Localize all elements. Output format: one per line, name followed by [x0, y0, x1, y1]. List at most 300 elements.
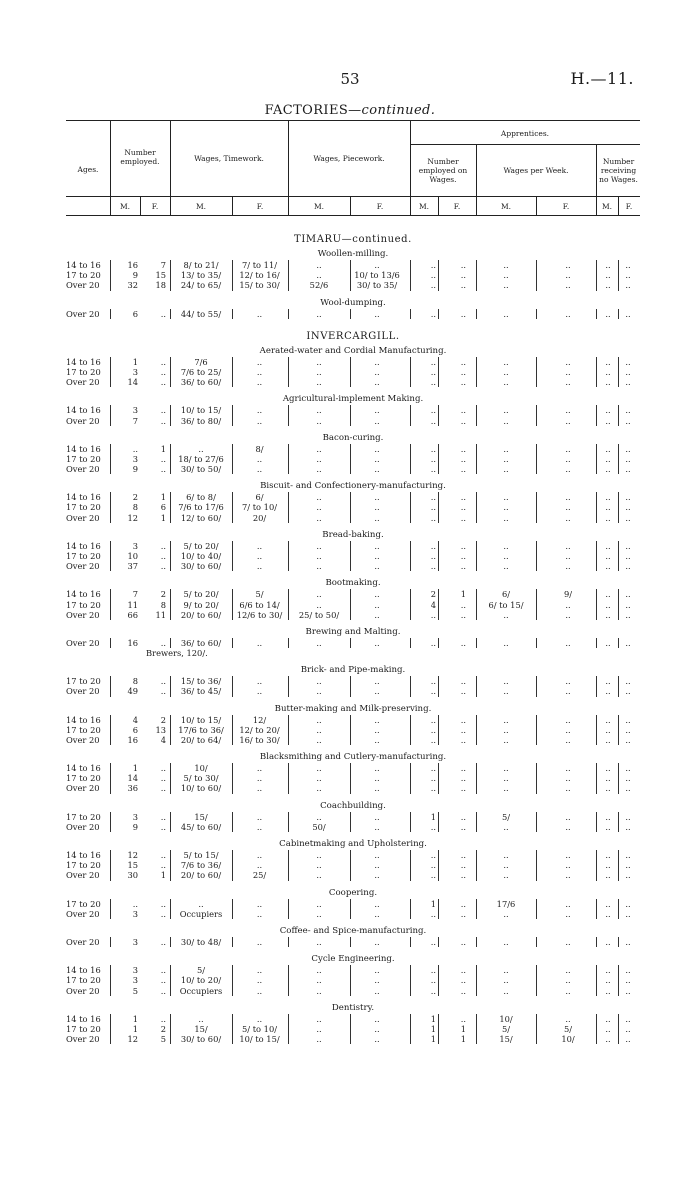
table-cell: 9 [132, 821, 138, 832]
table-cell: .. [625, 502, 631, 513]
industry-rows [66, 850, 640, 881]
table-cell: 30/ to 50/ [180, 464, 222, 475]
table-cell: 16 [127, 260, 138, 270]
table-cell: 1 [160, 492, 166, 503]
table-cell: 3 [132, 453, 138, 464]
table-cell: .. [565, 540, 571, 551]
table-cell: .. [625, 821, 631, 832]
column-rule [438, 937, 439, 947]
table-cell: .. [605, 1034, 611, 1045]
table-cell: 11 [127, 599, 138, 610]
table-cell: .. [316, 356, 322, 367]
column-rule [110, 492, 111, 523]
table-cell: 12 [127, 1034, 138, 1045]
column-rule [618, 763, 619, 794]
table-cell: .. [256, 850, 263, 860]
column-rule [288, 589, 289, 620]
table-cell: 5/ [563, 1023, 573, 1034]
table-cell: .. [430, 637, 436, 648]
column-rule [350, 965, 351, 996]
column-rule [438, 850, 439, 881]
table-cell: .. [625, 676, 631, 687]
table-cell: 14 to 16 [66, 714, 101, 725]
column-rule [110, 357, 111, 388]
table-cell: .. [625, 453, 631, 464]
table-cell: .. [430, 936, 436, 947]
column-rule [596, 638, 597, 648]
table-cell: .. [605, 366, 611, 377]
table-cell: 30/ to 35/ [356, 280, 398, 291]
table-cell: .. [625, 356, 631, 367]
column-rule [596, 812, 597, 832]
column-rule [350, 812, 351, 832]
table-cell: .. [625, 599, 631, 610]
column-rule [618, 541, 619, 572]
column-rule [536, 937, 537, 947]
table-cell: .. [430, 714, 436, 725]
table-cell: .. [256, 551, 263, 561]
column-rule [350, 444, 351, 475]
column-rule [350, 309, 351, 319]
table-cell: 6 [160, 502, 166, 513]
table-cell: .. [160, 551, 166, 561]
table-cell: .. [374, 763, 380, 774]
table-cell: .. [460, 783, 466, 794]
column-rule [350, 638, 351, 648]
table-cell: .. [625, 773, 631, 784]
industry-rows [66, 589, 640, 620]
column-rule [170, 937, 171, 947]
column-rule [170, 309, 171, 319]
table-cell: .. [160, 464, 166, 475]
table-cell: .. [374, 512, 380, 523]
industry-rows [66, 763, 640, 794]
table-cell: .. [625, 763, 631, 774]
table-cell: .. [605, 908, 611, 919]
industry-heading: Cycle Engineering. [311, 954, 395, 965]
column-rule [350, 899, 351, 919]
column-rule [110, 638, 111, 648]
table-cell: 2 [430, 589, 436, 600]
table-cell: 20/ to 60/ [180, 609, 222, 620]
column-rule [288, 444, 289, 475]
column-rule [288, 260, 289, 291]
table-cell: 14 to 16 [66, 405, 101, 416]
column-rule [618, 1014, 619, 1045]
table-cell: .. [625, 561, 631, 572]
table-cell: .. [503, 686, 509, 697]
table-cell: .. [605, 308, 611, 319]
table-cell: 5/ [196, 965, 206, 976]
table-cell: Over 20 [66, 415, 100, 426]
table-cell: .. [625, 686, 631, 697]
table-cell: .. [430, 965, 436, 976]
column-rule [438, 357, 439, 388]
table-cell: .. [503, 453, 509, 464]
table-cell: .. [132, 443, 138, 454]
table-cell: .. [605, 405, 611, 416]
table-cell: .. [605, 850, 611, 860]
column-rule [438, 444, 439, 475]
column-rule [170, 541, 171, 572]
industry-rows [66, 899, 640, 919]
table-cell: 6/ [255, 492, 264, 503]
table-cell: 10/ [194, 763, 208, 774]
table-cell: 30/ to 48/ [180, 936, 222, 947]
column-rule [618, 676, 619, 696]
table-cell: .. [625, 415, 631, 426]
table-cell: .. [503, 860, 509, 871]
column-rule [350, 937, 351, 947]
table-row [66, 377, 640, 387]
table-cell: .. [430, 308, 436, 319]
table-cell: 15/ [499, 1034, 513, 1045]
column-rule [110, 850, 111, 881]
table-cell: .. [625, 609, 631, 620]
table-cell: .. [256, 783, 263, 794]
table-row [66, 405, 640, 415]
table-cell: .. [256, 464, 263, 475]
table-cell: 2 [160, 589, 166, 600]
table-cell: .. [430, 821, 436, 832]
table-cell: 5 [132, 985, 138, 996]
table-cell: 45/ to 60/ [180, 821, 222, 832]
table-cell: .. [565, 676, 571, 687]
table-cell: .. [460, 415, 466, 426]
industry-heading: Dentistry. [331, 1002, 375, 1013]
table-cell: Over 20 [66, 908, 100, 919]
table-cell: .. [256, 1013, 263, 1024]
table-cell: .. [374, 415, 380, 426]
column-rule [288, 812, 289, 832]
industry-heading: Bread-baking. [322, 529, 384, 540]
table-cell: .. [605, 270, 611, 281]
table-cell: 1 [132, 1013, 138, 1024]
column-rule [476, 405, 477, 425]
table-cell: .. [565, 908, 571, 919]
table-cell: .. [256, 453, 263, 464]
table-cell: .. [503, 415, 509, 426]
table-cell: 9/ to 20/ [183, 599, 219, 610]
table-cell: .. [625, 975, 631, 986]
table-cell: 8/ [255, 443, 264, 454]
column-rule [410, 763, 411, 794]
column-rule [438, 309, 439, 319]
table-row [66, 357, 640, 367]
table-cell: .. [160, 377, 166, 388]
industry-heading: Bacon-curing. [322, 432, 384, 443]
table-cell: 50/ [312, 821, 326, 832]
column-rule [410, 260, 411, 291]
table-cell: .. [374, 308, 380, 319]
table-cell: .. [625, 464, 631, 475]
table-cell: .. [565, 975, 571, 986]
column-rule [596, 357, 597, 388]
table-row [66, 638, 640, 648]
table-cell: Over 20 [66, 280, 100, 291]
table-cell: .. [460, 734, 466, 745]
table-cell: .. [430, 492, 436, 503]
table-cell: .. [430, 270, 436, 281]
table-cell: 5/ [501, 811, 511, 822]
column-rule [618, 638, 619, 648]
table-cell: .. [198, 1013, 204, 1024]
column-rule [232, 638, 233, 648]
column-rule [288, 309, 289, 319]
table-row [66, 309, 640, 319]
table-cell: .. [625, 811, 631, 822]
table-cell: Over 20 [66, 821, 100, 832]
table-cell: .. [565, 599, 571, 610]
table-cell: .. [374, 377, 380, 388]
table-row [66, 850, 640, 860]
table-cell: 30 [127, 870, 138, 881]
table-cell: .. [316, 975, 322, 986]
table-cell: .. [565, 1013, 571, 1024]
table-cell: .. [430, 540, 436, 551]
table-cell: .. [374, 492, 380, 503]
column-rule [476, 260, 477, 291]
table-cell: 24/ to 65/ [180, 280, 222, 291]
table-cell: .. [374, 686, 380, 697]
table-cell: .. [160, 1013, 166, 1024]
table-cell: .. [256, 377, 263, 388]
column-rule [596, 715, 597, 746]
table-cell: .. [316, 405, 322, 416]
table-cell: .. [625, 860, 631, 871]
column-rule [536, 357, 537, 388]
table-cell: Over 20 [66, 308, 100, 319]
table-cell: 66 [127, 609, 138, 620]
column-rule [410, 638, 411, 648]
table-cell: Occupiers [179, 908, 223, 919]
column-rule [410, 965, 411, 996]
column-rule [288, 541, 289, 572]
table-row [66, 986, 640, 996]
table-row [66, 1014, 640, 1024]
table-cell: 25/ [252, 870, 267, 881]
table-cell: 36/ to 80/ [180, 415, 222, 426]
table-cell: 36/ to 45/ [180, 686, 222, 697]
table-cell: .. [374, 1023, 380, 1034]
header-m: M. [601, 202, 613, 211]
table-cell: .. [160, 763, 166, 774]
column-rule [288, 405, 289, 425]
table-cell: .. [460, 676, 466, 687]
table-cell: .. [503, 561, 509, 572]
table-cell: .. [460, 260, 466, 270]
table-cell: .. [460, 821, 466, 832]
table-cell: .. [565, 609, 571, 620]
table-cell: .. [605, 860, 611, 871]
column-rule [110, 541, 111, 572]
table-cell: .. [605, 609, 611, 620]
table-row [66, 270, 640, 280]
table-cell: .. [625, 270, 631, 281]
column-rule [170, 405, 171, 425]
table-cell: .. [605, 599, 611, 610]
table-cell: .. [625, 260, 631, 270]
column-rule [350, 676, 351, 696]
table-cell: Over 20 [66, 783, 100, 794]
column-rule [232, 850, 233, 881]
table-cell: .. [160, 860, 166, 871]
table-cell: 7/6 [194, 356, 208, 367]
table-cell: .. [625, 308, 631, 319]
column-rule [618, 899, 619, 919]
table-cell: 3 [132, 811, 138, 822]
table-cell: .. [605, 965, 611, 976]
table-cell: .. [605, 453, 611, 464]
table-cell: Over 20 [66, 377, 100, 388]
table-cell: .. [316, 492, 322, 503]
table-row [66, 1024, 640, 1034]
column-rule [536, 899, 537, 919]
column-rule [110, 676, 111, 696]
column-rule [618, 850, 619, 881]
table-cell: 20/ [252, 512, 267, 523]
table-cell: 15 [127, 860, 138, 871]
table-row [66, 551, 640, 561]
header-wages-per-week: Wages per Week. [503, 166, 569, 175]
table-cell: 30/ to 60/ [180, 1034, 222, 1045]
table-cell: .. [605, 870, 611, 881]
column-rule [288, 1014, 289, 1045]
industry-heading: Blacksmithing and Cutlery-manufacturing. [259, 752, 447, 763]
column-rule [232, 899, 233, 919]
industry-heading: Bootmaking. [325, 578, 381, 589]
column-rule [476, 850, 477, 881]
table-cell: .. [460, 492, 466, 503]
note-text: Brewers, 120/. [146, 648, 208, 659]
column-rule [536, 965, 537, 996]
title-continued: continued. [361, 103, 436, 118]
table-cell: 1 [132, 1023, 138, 1034]
table-cell: .. [430, 443, 436, 454]
column-rule [476, 589, 477, 620]
table-cell: 5 [160, 1034, 166, 1045]
table-cell: .. [374, 260, 380, 270]
table-cell: .. [160, 453, 166, 464]
table-cell: 17 to 20 [66, 366, 101, 377]
industry-heading: Agricultural-implement Making. [282, 394, 424, 405]
column-rule [476, 899, 477, 919]
table-cell: .. [374, 551, 380, 561]
table-cell: 13 [155, 724, 166, 735]
table-cell: .. [565, 724, 571, 735]
column-rule [170, 715, 171, 746]
column-rule [170, 1014, 171, 1045]
table-cell: 14 to 16 [66, 492, 101, 503]
column-rule [476, 965, 477, 996]
table-cell: .. [605, 280, 611, 291]
table-cell: 17/6 to 36/ [178, 724, 224, 735]
table-cell: .. [430, 280, 436, 291]
column-rule [288, 899, 289, 919]
table-row [66, 812, 640, 822]
table-cell: .. [605, 773, 611, 784]
table-cell: .. [503, 724, 509, 735]
table-cell: 1 [460, 1034, 466, 1045]
table-cell: .. [430, 985, 436, 996]
table-cell: .. [374, 599, 380, 610]
table-cell: .. [256, 356, 263, 367]
header-apprentices-number-employed: Number employed on Wages. [418, 157, 468, 184]
table-cell: .. [256, 763, 263, 774]
table-cell: .. [605, 637, 611, 648]
table-cell: .. [625, 492, 631, 503]
table-cell: .. [316, 1013, 322, 1024]
table-cell: .. [460, 637, 466, 648]
table-cell: .. [316, 714, 322, 725]
table-cell: .. [316, 561, 322, 572]
table-cell: .. [256, 908, 263, 919]
table-cell: .. [160, 783, 166, 794]
column-rule [438, 763, 439, 794]
table-cell: .. [503, 502, 509, 513]
table-cell: .. [374, 860, 380, 871]
column-rule [232, 405, 233, 425]
table-cell: .. [374, 356, 380, 367]
table-cell: .. [605, 377, 611, 388]
table-cell: .. [430, 561, 436, 572]
table-cell: .. [565, 377, 571, 388]
table-cell: .. [256, 366, 263, 377]
column-rule [536, 850, 537, 881]
table-cell: .. [430, 512, 436, 523]
header-f: F. [151, 202, 159, 211]
table-row [66, 899, 640, 909]
table-cell: .. [316, 783, 322, 794]
column-rule [596, 309, 597, 319]
table-cell: .. [160, 415, 166, 426]
header-f: F. [625, 202, 633, 211]
table-cell: .. [160, 936, 166, 947]
table-cell: 1 [132, 356, 138, 367]
column-rule [536, 309, 537, 319]
table-row [66, 860, 640, 870]
table-cell: .. [316, 415, 322, 426]
column-rule [596, 589, 597, 620]
table-body [66, 228, 640, 1050]
table-cell: 11 [155, 609, 166, 620]
table-cell: .. [374, 783, 380, 794]
column-rule [410, 357, 411, 388]
column-rule [438, 541, 439, 572]
table-cell: 17 to 20 [66, 860, 101, 871]
column-rule [170, 357, 171, 388]
table-cell: .. [503, 540, 509, 551]
industry-heading: Biscuit- and Confectionery-manufacturing. [260, 481, 446, 492]
table-cell: .. [605, 464, 611, 475]
table-cell: .. [625, 870, 631, 881]
column-rule [410, 309, 411, 319]
table-cell: .. [374, 502, 380, 513]
table-cell: 14 to 16 [66, 443, 101, 454]
table-cell: 10/ to 15/ [180, 405, 222, 416]
table-row [66, 975, 640, 985]
header-m: M. [418, 202, 430, 211]
table-cell: 10/ to 40/ [180, 551, 222, 561]
table-cell: .. [625, 1034, 631, 1045]
table-cell: .. [430, 405, 436, 416]
page-reference: H.—11. [570, 69, 634, 88]
column-rule [110, 899, 111, 919]
table-cell: .. [430, 356, 436, 367]
table-cell: .. [374, 908, 380, 919]
table-cell: .. [256, 415, 263, 426]
table-cell: .. [256, 686, 263, 697]
